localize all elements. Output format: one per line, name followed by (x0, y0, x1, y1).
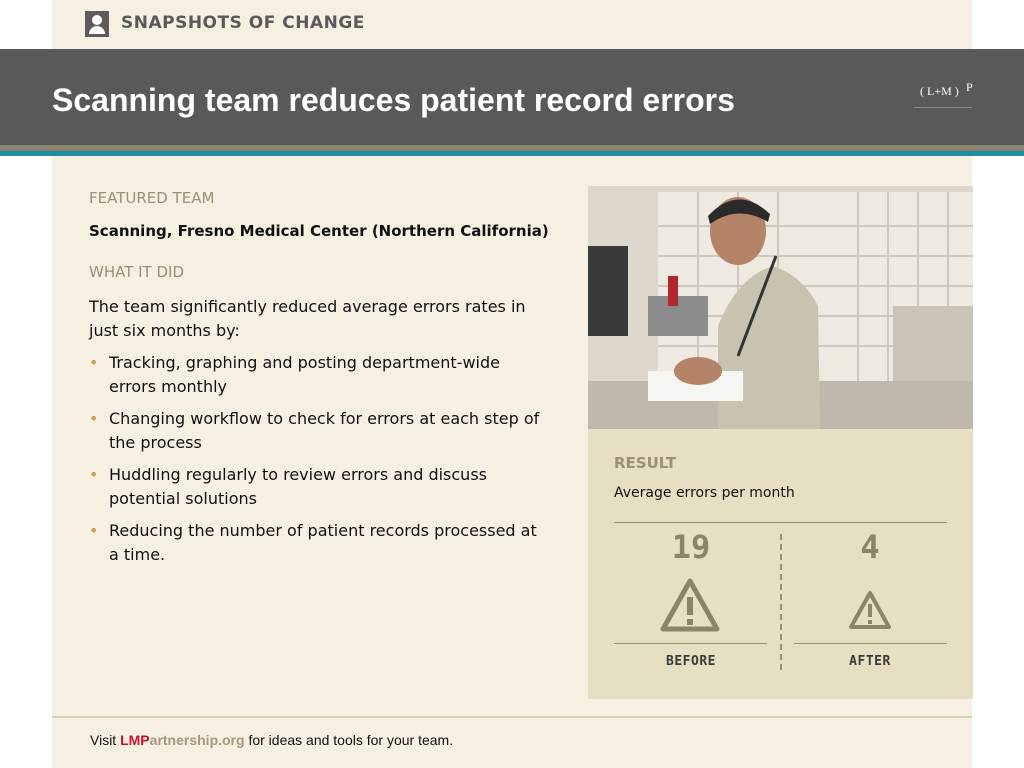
bullet-icon: • (89, 409, 99, 428)
before-rule (614, 643, 767, 644)
list-item-text: Tracking, graphing and posting department-wide errors monthly (109, 353, 500, 396)
brand-name: SNAPSHOTS OF CHANGE (121, 13, 365, 33)
action-list (89, 351, 549, 575)
footer-suffix: for ideas and tools for your team. (244, 732, 454, 748)
list-item-text: Huddling regularly to review errors and discuss potential solutions (109, 465, 487, 508)
team-name: Scanning, Fresno Medical Center (Northern California) (89, 222, 549, 240)
team-photo (588, 186, 973, 429)
footer-link-lmp[interactable]: LMP (120, 732, 150, 748)
accent-strip-teal (0, 151, 1024, 156)
before-value: 19 (671, 528, 711, 566)
list-item (89, 407, 549, 455)
person-icon-body (89, 26, 105, 34)
lmp-logo-sup: P (966, 80, 973, 94)
list-item-text: Reducing the number of patient records processed at a time. (109, 521, 537, 564)
lmp-logo-text: L+M (927, 84, 952, 98)
after-rule (794, 643, 947, 644)
list-item-text: Changing workflow to check for errors at each step of the process (109, 409, 540, 452)
lmp-logo (920, 80, 973, 99)
list-item (89, 463, 549, 511)
list-item (89, 519, 549, 567)
what-it-did-label: WHAT IT DID (89, 263, 185, 281)
result-subtitle: Average errors per month (614, 485, 795, 501)
result-top-rule (614, 522, 947, 523)
footer-prefix: Visit (90, 732, 121, 748)
person-icon (85, 11, 109, 37)
after-label: AFTER (849, 654, 891, 669)
what-it-did-intro: The team significantly reduced average errors rates in just six months by: (89, 297, 526, 340)
team-photo-illustration (588, 186, 973, 429)
lmp-logo-underline (914, 107, 972, 108)
bullet-icon: • (89, 521, 99, 540)
before-label: BEFORE (666, 654, 716, 669)
warning-icon (660, 578, 720, 632)
result-divider (780, 534, 782, 670)
footer-divider (52, 716, 972, 718)
featured-team-label: FEATURED TEAM (89, 189, 215, 207)
photo-extinguisher (668, 276, 678, 306)
lmp-logo-paren-open: ( (920, 84, 924, 98)
list-item (89, 351, 549, 399)
bullet-icon: • (89, 465, 99, 484)
photo-hand (674, 357, 722, 385)
page-title: Scanning team reduces patient record errors (52, 82, 735, 118)
person-icon-head (92, 15, 102, 25)
footer-text (90, 732, 453, 748)
after-value: 4 (860, 528, 880, 566)
bullet-icon: • (89, 353, 99, 372)
result-label: RESULT (614, 454, 677, 472)
photo-monitor (588, 246, 628, 336)
warning-icon (848, 590, 892, 630)
footer-link-domain[interactable]: artnership.org (149, 732, 245, 748)
lmp-logo-paren-close: ) (954, 84, 959, 98)
